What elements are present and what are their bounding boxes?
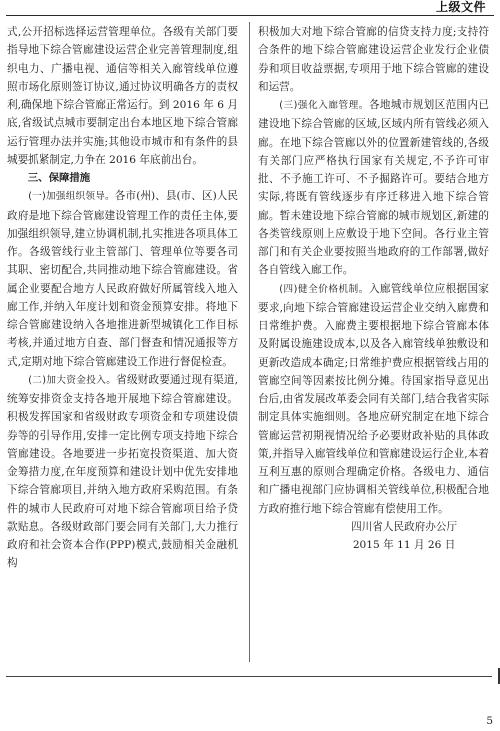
paragraph-lead: (一)加强组织领导。 xyxy=(28,191,115,203)
paragraph-lead: (四)健全价格机制。 xyxy=(279,283,369,295)
paragraph-funding-investment xyxy=(7,371,238,573)
paragraph-pricing-mechanism xyxy=(258,280,489,518)
header-rule xyxy=(6,15,494,16)
running-head: 上级文件 xyxy=(435,0,486,14)
paragraph-body: 各地城市规划区范围内已建设地下综合管廊的区域,区域内所有管线必须入廊。在地下综合管廊以外的位置新建管线的,各级有关部门应严格执行国家有关规定,不予许可审批、不予施工许可、不予掘路许可。要结合地方实际,将既有管线逐步有序迁移进入地下综合管廊。暂未建设地下综合管廊的城市规划区,新建的各类管线原则上应敷设于地下空间。各行业主管部门和有关企业要按照当地政府的工作部署,做好各自管线入廊工作。 xyxy=(258,99,489,277)
paragraph-operation-management: 式,公开招标选择运营管理单位。各级有关部门要指导地下综合管廊建设运营企业完善管理制度,组织电力、广播电视、通信等相关入廊管线单位遵照市场化原则签订协议,通过协议明确各方的责权利,确保地下综合管廊正常运行。到 2016 年 6 月底,省级试点城市要制定出台本地区地下综合管廊运行管理办法并实施;其他设市城市和有条件的县城要抓紧制定,力争在 2016 年底前出台。 xyxy=(7,26,238,166)
paragraph-pipeline-management xyxy=(258,96,489,280)
paragraph-lead: (三)强化入廊管理。 xyxy=(279,100,369,111)
paragraph-body: 省级财政要通过现有渠道,统筹安排资金支持各地开展地下综合管廊建设。积极发挥国家和省级财政专项资金和专项建设债券等的引导作用,安排一定比例专项支持地下综合管廊建设。各地要进一步拓宽投资渠道、加大资金筹措力度,在年度预算和建设计划中优先安排地下综合管廊项目,并纳入地方政府采购范围。有条件的城市人民政府可对地下综合管廊项目给予贷款贴息。各级财政部门要会同有关部门,大力推行政府和社会资本合作(PPP)模式,鼓励相关金融机构 xyxy=(7,373,238,570)
paragraph-lead: (二)加大资金投入。 xyxy=(28,374,117,386)
signature-date: 2015 年 11 月 26 日 xyxy=(352,539,456,551)
footer-rule xyxy=(6,676,492,677)
section-heading-safeguards: 三、保障措施 xyxy=(27,172,91,184)
right-column xyxy=(258,23,489,554)
paragraph-body: 各市(州)、县(市、区)人民政府是地下综合管廊建设管理工作的责任主体,要加强组织领导,建立协调机制,扎实推进各项具体工作。各级管线行业主管部门、管理单位等要各司其职、密切配合,共同推动地下综合管廊建设。省属企业要配合地方人民政府做好所属管线入地入廊工作,并纳入年度计划和资金预算安排。将地下综合管廊建设纳入各地推进新型城镇化工作目标考核,并通过地方自查、部门督查和情况通报等方式,定期对地下综合管廊建设工作进行督促检查。 xyxy=(7,190,238,368)
signature-organization: 四川省人民政府办公厅 xyxy=(351,520,458,533)
paragraph-body: 入廊管线单位应根据国家要求,向地下综合管廊建设运营企业交纳入廊费和日常维护费。入廊费主要根据地下综合管廊本体及附属设施建设成本,以及各入廊管线单独敷设和更新改造成本确定;日常维护费应根据管线占用的管廊空间等因素按比例分摊。待国家指导意见出台后,由省发展改革委会同有关部门,结合我省实际制定具体实施细则。各地应研究制定在地下综合管廊运营初期视情况给予必要财政补贴的具体政策,并指导入廊管线单位和管廊建设运行企业,本着互利互惠的原则合理确定价格。各级电力、通信和广播电视部门应协调相关管线单位,积极配合地方政府推行地下综合管廊有偿使用工作。 xyxy=(258,282,489,515)
page-number: 5 xyxy=(486,715,493,727)
left-column xyxy=(7,23,238,573)
paragraph-credit-support: 积极加大对地下综合管廊的信贷支持力度;支持符合条件的地下综合管廊建设运营企业发行企业债券和项目收益票据,专项用于地下综合管廊的建设和运营。 xyxy=(258,26,489,93)
paragraph-organization-leadership xyxy=(7,187,238,371)
column-divider xyxy=(249,22,250,662)
